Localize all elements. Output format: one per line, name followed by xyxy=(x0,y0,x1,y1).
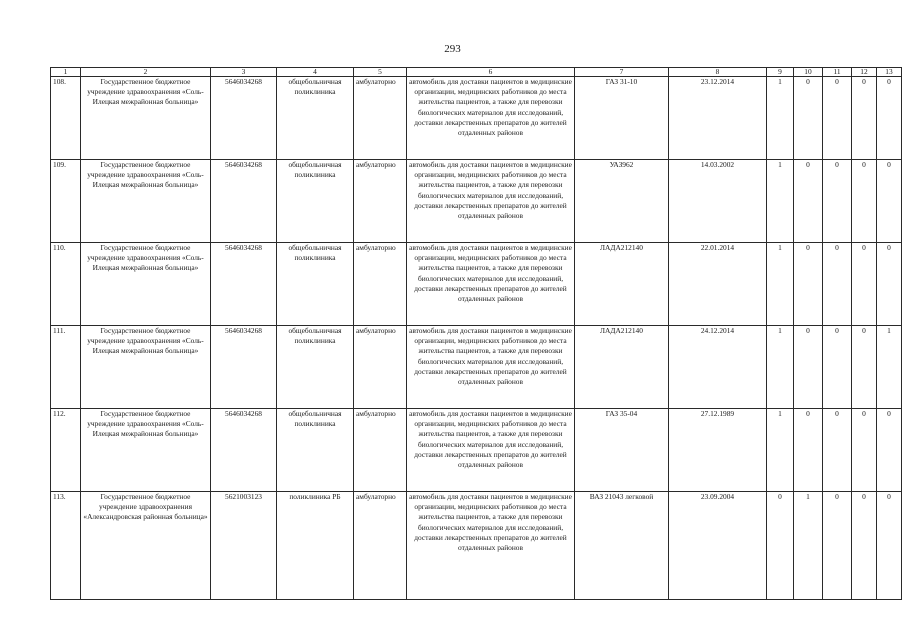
inn-value: 5646034268 xyxy=(211,77,277,160)
col12-value: 0 xyxy=(852,326,877,409)
vehicle-purpose: автомобиль для доставки пациентов в медицинские организации, медицинских работников до места жительства пациентов, а также для перевозки биологических материалов для исследований, доставки лекарственных препаратов до жителей отдаленных районов xyxy=(407,77,575,160)
col9-value: 1 xyxy=(767,160,794,243)
unit-type: поликлиника РБ xyxy=(277,492,354,600)
row-number: 110. xyxy=(51,243,81,326)
care-form: амбулаторно xyxy=(354,160,407,243)
column-number-row xyxy=(51,68,902,77)
col10-value: 0 xyxy=(794,326,823,409)
table-row xyxy=(51,77,902,160)
col11-value: 0 xyxy=(823,77,852,160)
vehicle-purpose: автомобиль для доставки пациентов в медицинские организации, медицинских работников до места жительства пациентов, а также для перевозки биологических материалов для исследований, доставки лекарственных препаратов до жителей отдаленных районов xyxy=(407,409,575,492)
col10-value: 1 xyxy=(794,492,823,600)
col9-value: 1 xyxy=(767,243,794,326)
col9-value: 1 xyxy=(767,77,794,160)
column-header: 2 xyxy=(81,68,211,77)
issue-date: 27.12.1989 xyxy=(669,409,767,492)
col11-value: 0 xyxy=(823,243,852,326)
organization-name: Государственное бюджетное учреждение здравоохранения «Соль-Илецкая межрайонная больница» xyxy=(81,326,211,409)
table-row xyxy=(51,492,902,600)
col12-value: 0 xyxy=(852,243,877,326)
col11-value: 0 xyxy=(823,326,852,409)
vehicle-model: ВАЗ 21043 легковой xyxy=(575,492,669,600)
vehicle-purpose: автомобиль для доставки пациентов в медицинские организации, медицинских работников до места жительства пациентов, а также для перевозки биологических материалов для исследований, доставки лекарственных препаратов до жителей отдаленных районов xyxy=(407,160,575,243)
unit-type: общебольничная поликлиника xyxy=(277,409,354,492)
table-row xyxy=(51,243,902,326)
issue-date: 24.12.2014 xyxy=(669,326,767,409)
page-number: 293 xyxy=(444,43,461,55)
column-header: 10 xyxy=(794,68,823,77)
col13-value: 0 xyxy=(877,492,902,600)
column-header: 13 xyxy=(877,68,902,77)
vehicle-model: ЛАДА212140 xyxy=(575,243,669,326)
table-row xyxy=(51,326,902,409)
care-form: амбулаторно xyxy=(354,243,407,326)
table-row xyxy=(51,160,902,243)
col10-value: 0 xyxy=(794,243,823,326)
column-header: 1 xyxy=(51,68,81,77)
row-number: 111. xyxy=(51,326,81,409)
row-number: 109. xyxy=(51,160,81,243)
vehicle-purpose: автомобиль для доставки пациентов в медицинские организации, медицинских работников до места жительства пациентов, а также для перевозки биологических материалов для исследований, доставки лекарственных препаратов до жителей отдаленных районов xyxy=(407,492,575,600)
unit-type: общебольничная поликлиника xyxy=(277,243,354,326)
column-header: 8 xyxy=(669,68,767,77)
unit-type: общебольничная поликлиника xyxy=(277,160,354,243)
col13-value: 0 xyxy=(877,243,902,326)
col11-value: 0 xyxy=(823,160,852,243)
col13-value: 0 xyxy=(877,160,902,243)
col11-value: 0 xyxy=(823,492,852,600)
col13-value: 0 xyxy=(877,409,902,492)
inn-value: 5646034268 xyxy=(211,160,277,243)
table-row xyxy=(51,409,902,492)
unit-type: общебольничная поликлиника xyxy=(277,77,354,160)
col10-value: 0 xyxy=(794,160,823,243)
column-header: 11 xyxy=(823,68,852,77)
column-header: 12 xyxy=(852,68,877,77)
organization-name: Государственное бюджетное учреждение здравоохранения «Соль-Илецкая межрайонная больница» xyxy=(81,243,211,326)
vehicle-model: ГАЗ 31-10 xyxy=(575,77,669,160)
inn-value: 5646034268 xyxy=(211,326,277,409)
issue-date: 23.12.2014 xyxy=(669,77,767,160)
row-number: 113. xyxy=(51,492,81,600)
column-header: 6 xyxy=(407,68,575,77)
care-form: амбулаторно xyxy=(354,492,407,600)
column-header: 4 xyxy=(277,68,354,77)
column-header: 9 xyxy=(767,68,794,77)
inn-value: 5646034268 xyxy=(211,409,277,492)
organization-name: Государственное бюджетное учреждение здравоохранения «Соль-Илецкая межрайонная больница» xyxy=(81,77,211,160)
col12-value: 0 xyxy=(852,409,877,492)
vehicle-purpose: автомобиль для доставки пациентов в медицинские организации, медицинских работников до места жительства пациентов, а также для перевозки биологических материалов для исследований, доставки лекарственных препаратов до жителей отдаленных районов xyxy=(407,243,575,326)
col11-value: 0 xyxy=(823,409,852,492)
col12-value: 0 xyxy=(852,492,877,600)
issue-date: 22.01.2014 xyxy=(669,243,767,326)
row-number: 108. xyxy=(51,77,81,160)
inn-value: 5646034268 xyxy=(211,243,277,326)
unit-type: общебольничная поликлиника xyxy=(277,326,354,409)
col9-value: 1 xyxy=(767,326,794,409)
vehicle-purpose: автомобиль для доставки пациентов в медицинские организации, медицинских работников до места жительства пациентов, а также для перевозки биологических материалов для исследований, доставки лекарственных препаратов до жителей отдаленных районов xyxy=(407,326,575,409)
vehicle-model: УАЗ962 xyxy=(575,160,669,243)
vehicle-model: ЛАДА212140 xyxy=(575,326,669,409)
col13-value: 0 xyxy=(877,77,902,160)
col9-value: 1 xyxy=(767,409,794,492)
col12-value: 0 xyxy=(852,77,877,160)
care-form: амбулаторно xyxy=(354,77,407,160)
issue-date: 14.03.2002 xyxy=(669,160,767,243)
organization-name: Государственное бюджетное учреждение здравоохранения «Соль-Илецкая межрайонная больница» xyxy=(81,160,211,243)
col13-value: 1 xyxy=(877,326,902,409)
col10-value: 0 xyxy=(794,77,823,160)
care-form: амбулаторно xyxy=(354,409,407,492)
care-form: амбулаторно xyxy=(354,326,407,409)
col10-value: 0 xyxy=(794,409,823,492)
vehicle-registry-table xyxy=(50,67,902,600)
column-header: 5 xyxy=(354,68,407,77)
organization-name: Государственное бюджетное учреждение здравоохранения «Соль-Илецкая межрайонная больница» xyxy=(81,409,211,492)
col9-value: 0 xyxy=(767,492,794,600)
organization-name: Государственное бюджетное учреждение здравоохранения «Александровская районная больница» xyxy=(81,492,211,600)
inn-value: 5621003123 xyxy=(211,492,277,600)
vehicle-model: ГАЗ 35-04 xyxy=(575,409,669,492)
column-header: 3 xyxy=(211,68,277,77)
issue-date: 23.09.2004 xyxy=(669,492,767,600)
col12-value: 0 xyxy=(852,160,877,243)
row-number: 112. xyxy=(51,409,81,492)
column-header: 7 xyxy=(575,68,669,77)
